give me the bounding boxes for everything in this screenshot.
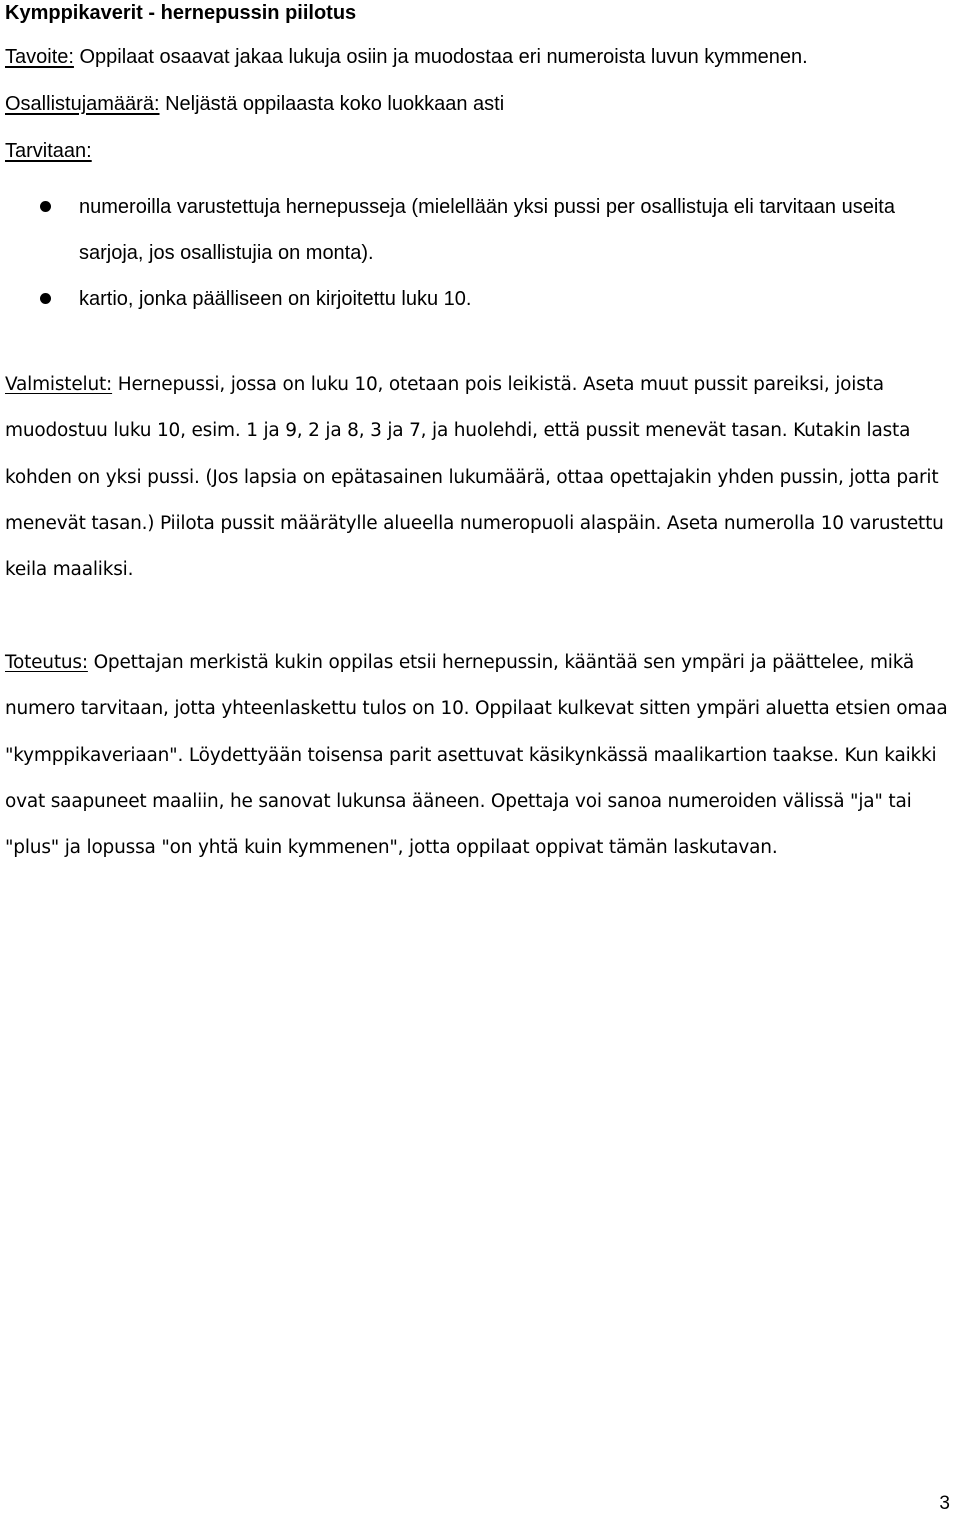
- preparation-paragraph: [5, 362, 955, 593]
- needed-list: [40, 184, 920, 322]
- participants-line: [5, 91, 504, 117]
- list-item: [40, 276, 920, 322]
- participants-text: Neljästä oppilaasta koko luokkaan asti: [159, 93, 505, 115]
- goal-line: [5, 44, 808, 70]
- participants-label: Osallistujamäärä:: [5, 93, 160, 115]
- implementation-paragraph: [5, 640, 955, 871]
- implementation-label: Toteutus:: [5, 652, 88, 673]
- bullet-icon: [40, 293, 51, 304]
- needed-item-text: kartio, jonka päälliseen on kirjoitettu luku 10.: [79, 288, 472, 310]
- implementation-text: Opettajan merkistä kukin oppilas etsii hernepussin, kääntää sen ympäri ja päättelee, mikä numero tarvitaan, jotta yhteenlaskettu tulos on 10. Oppilaat kulkevat sitten ympäri aluetta etsien omaa "kymppikaveriaan". Löydettyään toisensa parit asettuvat käsikynkässä maalikartion taakse. Kun kaikki ovat saapuneet maaliin, he sanovat lukunsa ääneen. Opettaja voi sanoa numeroiden välissä "ja" tai "plus" ja lopussa "on yhtä kuin kymmenen", jotta oppilaat oppivat tämän laskutavan.: [5, 652, 948, 859]
- bullet-icon: [40, 201, 51, 212]
- needed-line: [5, 138, 92, 164]
- needed-item-text: numeroilla varustettuja hernepusseja (mielellään yksi pussi per osallistuja eli tarvitaan useita sarjoja, jos osallistujia on monta).: [79, 196, 895, 264]
- page-number: 3: [939, 1493, 950, 1514]
- goal-label: Tavoite:: [5, 46, 74, 68]
- preparation-label: Valmistelut:: [5, 374, 113, 395]
- goal-text: Oppilaat osaavat jakaa lukuja osiin ja muodostaa eri numeroista luvun kymmenen.: [73, 46, 808, 68]
- list-item: [40, 184, 920, 276]
- needed-label: Tarvitaan:: [5, 140, 92, 162]
- preparation-text: Hernepussi, jossa on luku 10, otetaan pois leikistä. Aseta muut pussit pareiksi, joista muodostuu luku 10, esim. 1 ja 9, 2 ja 8, 3 ja 7, ja huolehdi, että pussit menevät tasan. Kutakin lasta kohden on yksi pussi. (Jos lapsia on epätasainen lukumäärä, ottaa opettajakin yhden pussin, jotta parit menevät tasan.) Piilota pussit määrätylle alueella numeropuoli alaspäin. Aseta numerolla 10 varustettu keila maaliksi.: [5, 374, 944, 581]
- document-title: Kymppikaverit - hernepussin piilotus: [5, 2, 357, 24]
